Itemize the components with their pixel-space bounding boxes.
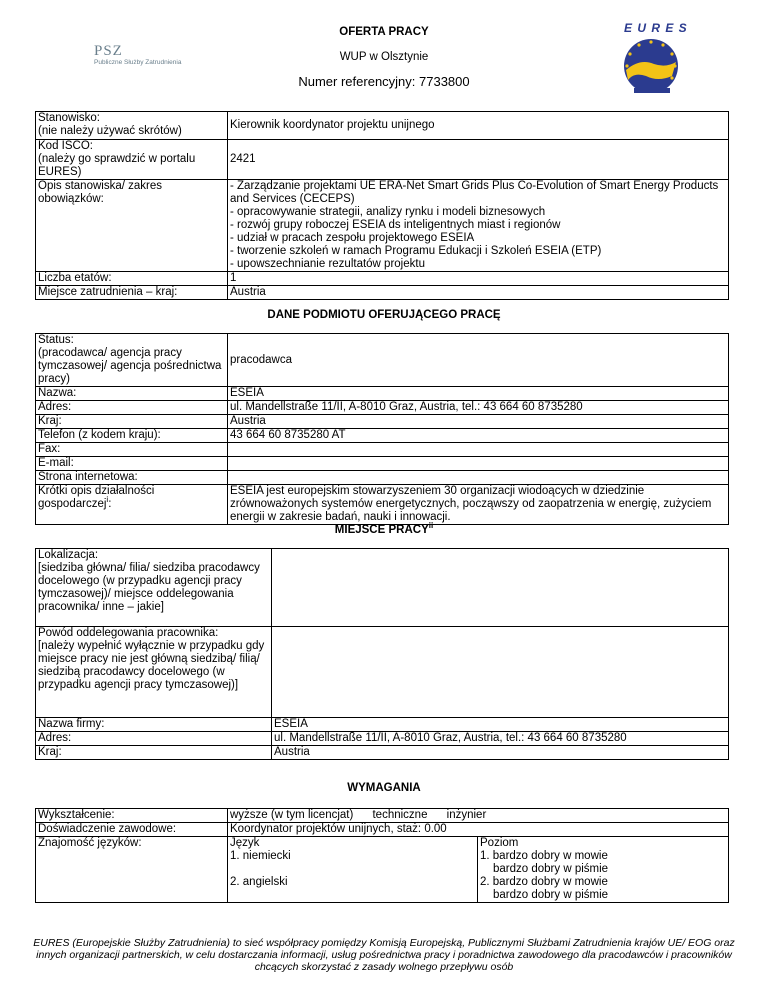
eures-logo	[606, 18, 696, 98]
reason-label: Powód oddelegowania pracownika: [należy wypełnić wyłącznie w przypadku gdy miejsce pracy nie jest główną siedzibą/ filią/ siedzibą pracodawcy docelowego (w przypadku agencji pracy tymczasowej)]	[36, 627, 272, 718]
website-value	[228, 471, 729, 485]
status-value: pracodawca	[228, 334, 729, 387]
workplace-country-label: Kraj:	[36, 746, 272, 760]
location-label: Lokalizacja: [siedziba główna/ filia/ siedziba pracodawcy docelowego (w przypadku agencji pracy tymczasowej)/ miejsce oddelegowania pracownika/ inne – jakie]	[36, 549, 272, 627]
duties-label: Opis stanowiska/ zakres obowiązków:	[36, 180, 228, 272]
fax-label: Fax:	[36, 443, 228, 457]
language-header: Język	[230, 837, 260, 849]
eures-emblem-icon	[606, 18, 696, 98]
email-value	[228, 457, 729, 471]
duty-item: - tworzenie szkoleń w ramach Programu Edukacji i Szkoleń ESEIA (ETP)	[230, 245, 602, 257]
languages-label: Znajomość języków:	[36, 837, 228, 903]
psz-logo-text: PSZ	[94, 43, 123, 59]
duties-list	[228, 180, 729, 272]
fte-label: Liczba etatów:	[36, 272, 228, 286]
position-label: Stanowisko: (nie należy używać skrótów)	[36, 112, 228, 140]
language-level-speaking: 2. bardzo dobry w mowie	[480, 876, 608, 888]
employer-country-label: Kraj:	[36, 415, 228, 429]
reason-value	[272, 627, 729, 718]
employer-address-value: ul. Mandellstraße 11/II, A-8010 Graz, Austria, tel.: 43 664 60 8735280	[228, 401, 729, 415]
location-value	[272, 549, 729, 627]
psz-logo-subtitle: Publiczne Służby Zatrudnienia	[94, 59, 182, 66]
psz-logo	[94, 44, 204, 70]
requirements-section-title: WYMAGANIA	[347, 782, 421, 794]
reference-number: Numer referencyjny: 7733800	[298, 74, 470, 89]
company-name-label: Nazwa firmy:	[36, 718, 272, 732]
language-name: 2. angielski	[230, 876, 288, 888]
duty-item: - opracowywanie strategii, analizy rynku i modeli biznesowych	[230, 206, 546, 218]
duty-item: - Zarządzanie projektami UE ERA-Net Smart Grids Plus Co-Evolution of Smart Energy Products and Services (CECEPS)	[230, 180, 719, 205]
employer-address-label: Adres:	[36, 401, 228, 415]
workplace-section-title	[0, 521, 768, 537]
email-label: E-mail:	[36, 457, 228, 471]
education-value: wyższe (w tym licencjat) techniczne inżynier	[228, 809, 729, 823]
workplace-table	[35, 548, 729, 760]
company-name-value: ESEIA	[272, 718, 729, 732]
fte-value: 1	[228, 272, 729, 286]
employer-section-title: DANE PODMIOTU OFERUJĄCEGO PRACĘ	[267, 309, 501, 321]
requirements-table	[35, 808, 729, 903]
employer-country-value: Austria	[228, 415, 729, 429]
experience-value: Koordynator projektów unijnych, staż: 0.00	[228, 823, 729, 837]
workplace-title-text: MIEJSCE PRACY	[334, 524, 429, 536]
footer-note: EURES (Europejskie Służby Zatrudnienia) to sieć współpracy pomiędzy Komisją Europejską, Publicznymi Służbami Zatrudnienia krajów UE/ EOG oraz innych organizacji partnerskich, w celu dostarczania informacji, usług pośrednictwa pracy i poradnictwa zawodowego dla pracodawców i pracowników chcących skorzystać z zasady wolnego przepływu osób	[33, 937, 735, 973]
phone-label: Telefon (z kodem kraju):	[36, 429, 228, 443]
work-country-label: Miejsce zatrudnienia – kraj:	[36, 286, 228, 300]
workplace-footnote-ref: ii	[428, 521, 434, 531]
duty-item: - upowszechnianie rezultatów projektu	[230, 258, 425, 270]
phone-value: 43 664 60 8735280 AT	[228, 429, 729, 443]
language-level-writing: bardzo dobry w piśmie	[493, 889, 609, 901]
work-country-value: Austria	[228, 286, 729, 300]
duty-item: - udział w pracach zespołu projektowego ESEIA	[230, 232, 475, 244]
activity-label-text: Krótki opis działalności gospodarczej	[38, 485, 155, 510]
workplace-address-value: ul. Mandellstraße 11/II, A-8010 Graz, Austria, tel.: 43 664 60 8735280	[272, 732, 729, 746]
activity-label	[36, 485, 228, 525]
education-label: Wykształcenie:	[36, 809, 228, 823]
isco-label: Kod ISCO: (należy go sprawdzić w portalu EURES)	[36, 140, 228, 180]
experience-label: Doświadczenie zawodowe:	[36, 823, 228, 837]
employer-name-label: Nazwa:	[36, 387, 228, 401]
document-title: OFERTA PRACY	[339, 26, 429, 38]
isco-value: 2421	[228, 140, 729, 180]
languages-names	[228, 837, 478, 903]
workplace-country-value: Austria	[272, 746, 729, 760]
job-table	[35, 111, 729, 300]
level-header: Poziom	[480, 837, 519, 849]
fax-value	[228, 443, 729, 457]
language-name: 1. niemiecki	[230, 850, 291, 862]
language-level-writing: bardzo dobry w piśmie	[493, 863, 609, 875]
employer-name-value: ESEIA	[228, 387, 729, 401]
status-label: Status: (pracodawca/ agencja pracy tymczasowej/ agencja pośrednictwa pracy)	[36, 334, 228, 387]
position-value: Kierownik koordynator projektu unijnego	[228, 112, 729, 140]
workplace-address-label: Adres:	[36, 732, 272, 746]
website-label: Strona internetowa:	[36, 471, 228, 485]
eures-logo-text: E U R E S	[624, 21, 688, 35]
activity-label-colon: :	[108, 498, 112, 510]
duty-item: - rozwój grupy roboczej ESEIA ds inteligentnych miast i regionów	[230, 219, 561, 231]
language-level-speaking: 1. bardzo dobry w mowie	[480, 850, 608, 862]
languages-levels	[478, 837, 729, 903]
activity-value: ESEIA jest europejskim stowarzyszeniem 30 organizacji wiodoących w dziedzinie zrównoważonych systemów energetycznych, począwszy od zaopatrzenia w energię, zużyciem energii w zakresie badań, nauki i innowacji.	[228, 485, 729, 525]
employer-table	[35, 333, 729, 525]
office-name: WUP w Olsztynie	[339, 51, 429, 63]
activity-footnote-ref: i	[106, 495, 109, 505]
